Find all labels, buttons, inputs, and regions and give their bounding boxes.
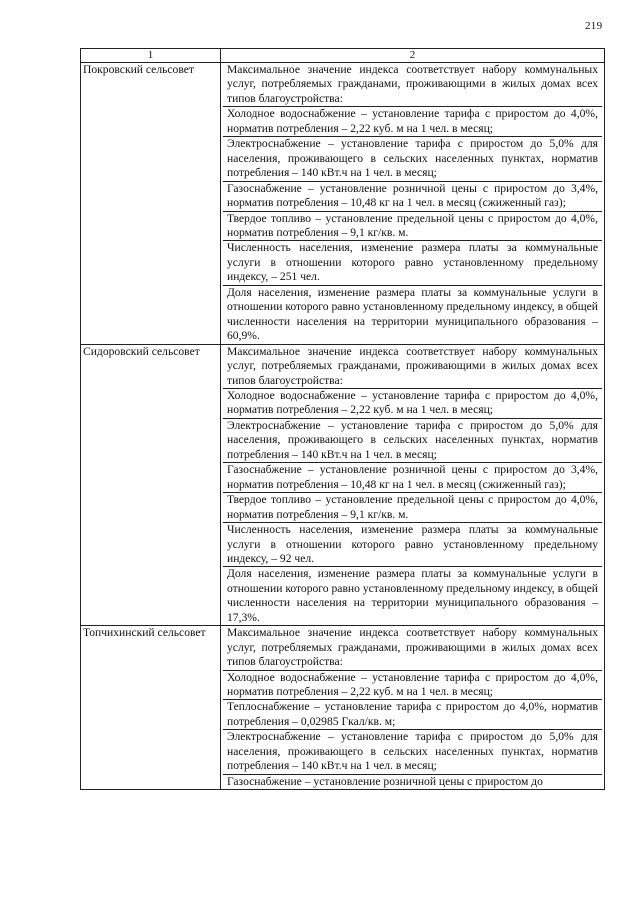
description-paragraph: Максимальное значение индекса соответствует набору коммунальных услуг, потребляемых гражданами, проживающими в жилых домах всех типов благоустройства:: [227, 344, 598, 387]
description-paragraph: Максимальное значение индекса соответствует набору коммунальных услуг, потребляемых гражданами, проживающими в жилых домах всех типов благоустройства:: [227, 63, 598, 105]
description-paragraph: Численность населения, изменение размера платы за коммунальные услуги в отношении которого равно установленному предельному индексу, – 92 чел.: [223, 522, 602, 566]
column-header-1: 1: [81, 49, 221, 63]
description-paragraph: Газоснабжение – установление розничной цены с приростом до 3,4%, норматив потребления – 10,48 кг на 1 чел. в месяц (сжиженный газ);: [223, 462, 602, 492]
description-paragraph: Доля населения, изменение размера платы за коммунальные услуги в отношении которого равно установленному предельному индексу, в общей численности населения на территории муниципального образования – 60,9%.: [223, 285, 602, 344]
table-row: [81, 344, 605, 626]
description-paragraph: Холодное водоснабжение – установление тарифа с приростом до 4,0%, норматив потребления – 2,22 куб. м на 1 чел. в месяц;: [223, 106, 602, 136]
description-paragraph: Твердое топливо – установление предельной цены с приростом до 4,0%, норматив потребления – 9,1 кг/кв. м.: [223, 211, 602, 241]
description-paragraph: Холодное водоснабжение – установление тарифа с приростом до 4,0%, норматив потребления – 2,22 куб. м на 1 чел. в месяц;: [223, 670, 602, 700]
municipality-name: Топчихинский сельсовет: [81, 626, 221, 790]
header-row: [81, 49, 605, 63]
description-cell: [221, 626, 605, 790]
description-paragraph: Доля населения, изменение размера платы за коммунальные услуги в отношении которого равно установленному предельному индексу, в общей численности населения на территории муниципального образования – 17,3%.: [223, 566, 602, 625]
table-row: [81, 626, 605, 790]
description-cell: [221, 63, 605, 345]
description-paragraph: Электроснабжение – установление тарифа с приростом до 5,0% для населения, проживающего в сельских населенных пунктах, норматив потребления – 140 кВт.ч на 1 чел. в месяц;: [223, 729, 602, 773]
table-row: [81, 63, 605, 345]
description-cell: [221, 344, 605, 626]
description-paragraph: Твердое топливо – установление предельной цены с приростом до 4,0%, норматив потребления – 9,1 кг/кв. м.: [223, 492, 602, 522]
column-header-2: 2: [221, 49, 605, 63]
description-paragraph: Газоснабжение – установление розничной цены с приростом до: [223, 774, 602, 789]
description-paragraph: Численность населения, изменение размера платы за коммунальные услуги в отношении которого равно установленному предельному индексу, – 251 чел.: [223, 240, 602, 284]
page-number: 219: [585, 20, 603, 32]
description-paragraph: Максимальное значение индекса соответствует набору коммунальных услуг, потребляемых гражданами, проживающими в жилых домах всех типов благоустройства:: [227, 626, 598, 669]
description-paragraph: Электроснабжение – установление тарифа с приростом до 5,0% для населения, проживающего в сельских населенных пунктах, норматив потребления – 140 кВт.ч на 1 чел. в месяц;: [223, 418, 602, 462]
description-paragraph: Холодное водоснабжение – установление тарифа с приростом до 4,0%, норматив потребления – 2,22 куб. м на 1 чел. в месяц;: [223, 388, 602, 418]
description-paragraph: Газоснабжение – установление розничной цены с приростом до 3,4%, норматив потребления – 10,48 кг на 1 чел. в месяц (сжиженный газ);: [223, 181, 602, 211]
municipality-name: Сидоровский сельсовет: [81, 344, 221, 626]
data-table: [80, 48, 605, 790]
description-paragraph: Теплоснабжение – установление тарифа с приростом до 4,0%, норматив потребления – 0,02985 Гкал/кв. м;: [223, 699, 602, 729]
municipality-name: Покровский сельсовет: [81, 63, 221, 345]
description-paragraph: Электроснабжение – установление тарифа с приростом до 5,0% для населения, проживающего в сельских населенных пунктах, норматив потребления – 140 кВт.ч на 1 чел. в месяц;: [223, 136, 602, 180]
